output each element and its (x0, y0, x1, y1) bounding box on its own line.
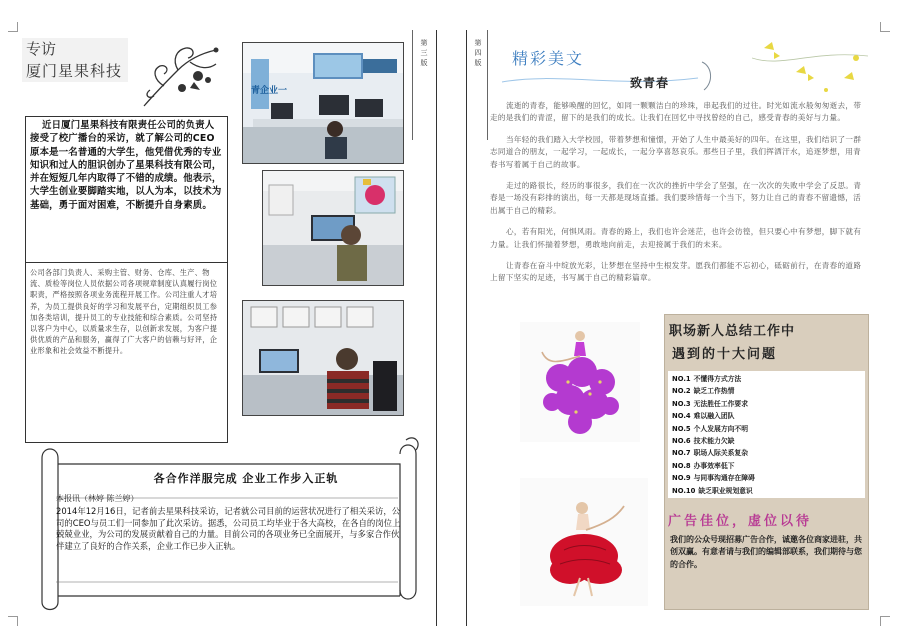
list-item: NO.6 技术能力欠缺 (672, 437, 735, 446)
office-photo-2 (262, 170, 404, 286)
column-divider (412, 30, 413, 140)
list-item: NO.1 不懂得方式方法 (672, 375, 742, 383)
article-paragraph: 流逝的青春，能够唤醒的回忆，如同一颗颗洁白的珍珠，串起我们的过往。时光如流水般匆匆逝去，带走的是我们的青涩，留下的是我们的成长。让我们在回忆中寻找曾经的自己，感受青春的美好与力量。 (490, 101, 862, 123)
interview-title-line2: 厦门星果科技 (26, 62, 123, 80)
news-author: 本报讯（林婷 陈兰婷） (56, 494, 139, 503)
list-item: NO.2 缺乏工作热情 (672, 387, 735, 396)
article-paragraph: 走过的路很长，经历的事很多，我们在一次次的挫折中学会了坚强，在一次次的失败中学会了反思。青春是一场没有彩排的演出，每一天都是现场直播。我们要珍惜每一个当下，努力让自己的青春不留遗憾，活出属于自己的精彩。 (490, 181, 862, 215)
poster-title-line2: 遇到的十大问题 (672, 347, 778, 362)
interview-title (22, 38, 128, 82)
list-item: NO.4 难以融入团队 (672, 412, 735, 421)
list-item: NO.10 缺乏职业规划意识 (672, 486, 753, 495)
staff-paragraph: 公司各部门负责人、采购主管、财务、仓库、生产、物流、质检等岗位人员依据公司各项规章制度认真履行岗位职责，严格按照各项业务流程开展工作。公司注重人才培养，为员工提供良好的学习和发展平台，定期组织员工参加各类培训，提升员工的专业技能和综合素质。公司坚持以客户为中心，以质量求生存，以创新求发展，为客户提供优质的产品和服务，赢得了广大客户的信赖与好评，企业形象和社会效益不断提升。 (30, 268, 218, 356)
crop-mark (880, 616, 890, 626)
poster-title-line1: 职场新人总结工作中 (669, 324, 796, 339)
poster-slogan: 广告佳位，虚位以待 (668, 514, 813, 529)
article-title: 致青春 (630, 76, 670, 90)
interview-textbox (25, 116, 228, 262)
interview-paragraph: 近日厦门星果科技有限责任公司的负责人接受了校广播台的采访，就了解公司的CEO原本是一名普通的大学生，他凭借优秀的专业知识和过人的胆识创办了星果科技有限公司，并在短短几年内取得了不错的成绩。他表示，大学生创业要脚踏实地，以人为本，以技术为基础，勇于面对困难，不断提升自身素质。 (30, 120, 222, 211)
crop-mark (8, 616, 18, 626)
staff-textbox (25, 262, 228, 443)
interview-title-line1: 专访 (26, 40, 57, 58)
article-paragraph: 让青春在奋斗中绽放光彩，让梦想在坚持中生根发芽。愿我们都能不忘初心，砥砺前行，在青春的道路上留下坚实的足迹，书写属于自己的精彩篇章。 (490, 261, 862, 283)
section-title: 精彩美文 (512, 49, 585, 68)
butterfly-icon (752, 38, 868, 98)
red-flower-dress-image (520, 478, 648, 606)
list-item: NO.3 无法胜任工作要求 (672, 399, 749, 408)
article-body (490, 100, 864, 294)
poster-body: 我们的公众号现招募广告合作，诚邀各位商家进驻，共创双赢。有意者请与我们的编辑部联系，我们期待与您的合作。 (670, 535, 862, 569)
office-photo-3 (242, 300, 404, 416)
poster-problem-list (668, 371, 865, 498)
list-item: NO.8 办事效率低下 (672, 461, 735, 470)
list-item: NO.5 个人发展方向不明 (672, 424, 749, 433)
article-paragraph: 心，若有阳光，何惧风雨。青春的路上，我们也许会迷茫，也许会彷徨，但只要心中有梦想，脚下就有力量。让我们怀揣着梦想，勇敢地向前走，去迎接属于我们的未来。 (490, 227, 862, 249)
section-underline-icon (498, 52, 728, 94)
news-title: 各合作洋服完成 企业工作步入正轨 (153, 472, 339, 485)
crop-mark (8, 22, 18, 32)
list-item: NO.7 职场人际关系复杂 (672, 449, 749, 458)
page-divider (466, 30, 467, 626)
purple-flower-dress-image (520, 322, 640, 442)
page-side-label-right: 第 四 版 (474, 39, 482, 67)
page-side-label-left: 第 三 版 (420, 39, 428, 67)
article-paragraph: 当年轻的我们踏入大学校园，带着梦想和憧憬，开始了人生中最美好的四年。在这里，我们结识了一群志同道合的朋友，一起学习，一起成长，一起分享喜怒哀乐。那些日子里，我们挥洒汗水，追逐梦想，用青春书写着属于自己的故事。 (490, 134, 862, 169)
list-item: NO.9 与同事沟通存在障碍 (672, 474, 755, 483)
news-body: 2014年12月16日，记者前去星果科技采访，记者就公司目前的运营状况进行了相关采访，公司的CEO与员工们一同参加了此次采访。据悉，公司员工均毕业于各大高校，在各自的岗位上兢兢业业，为公司的发展贡献着自己的力量。目前公司的各项业务已全面展开，与多家合作伙伴建立了良好的合作关系，企业工作已步入正轨。 (56, 506, 401, 551)
photo-screen-text: 青企业一 (251, 86, 288, 96)
crop-mark (880, 22, 890, 32)
office-photo-1 (242, 42, 404, 164)
floral-ornament-icon (138, 40, 224, 112)
column-divider (487, 30, 488, 140)
page-divider (436, 30, 437, 626)
